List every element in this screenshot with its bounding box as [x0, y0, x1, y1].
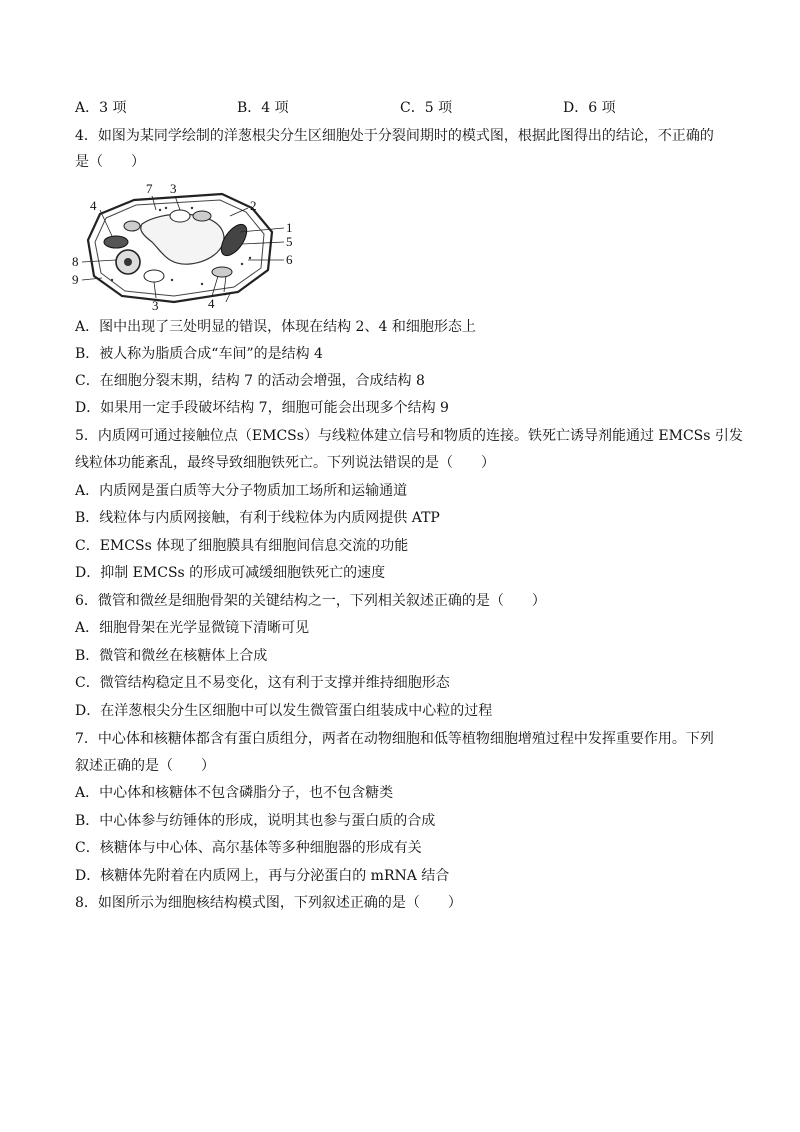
figure-label-6: 6	[286, 252, 293, 267]
nucleolus	[124, 258, 132, 266]
q7-option-b: B．中心体参与纺锤体的形成，说明其也参与蛋白质的合成	[75, 813, 436, 829]
figure-label-7-top: 7	[146, 181, 153, 196]
figure-label-7-bottom: 7	[224, 290, 231, 305]
figure-label-4-left: 4	[90, 198, 97, 213]
q4-option-a: A．图中出现了三处明显的错误，体现在结构 2、4 和细胞形态上	[75, 319, 476, 335]
q5-option-c: C．EMCSs 体现了细胞膜具有细胞间信息交流的功能	[75, 538, 409, 554]
chloroplast-left	[104, 236, 128, 248]
q6-option-b: B．微管和微丝在核糖体上合成	[75, 648, 268, 664]
figure-label-2: 2	[250, 198, 257, 213]
golgi-top	[193, 211, 211, 221]
q5-stem-line1: 5．内质网可通过接触位点（EMCSs）与线粒体建立信号和物质的连接。铁死亡诱导剂能通过 EMCSs 引发	[75, 428, 743, 444]
golgi-left	[124, 221, 140, 231]
q5-option-d: D．抑制 EMCSs 的形成可减缓细胞铁死亡的速度	[75, 565, 386, 581]
q7-option-d: D．核糖体先附着在内质网上，再与分泌蛋白的 mRNA 结合	[75, 868, 450, 884]
q7-option-a: A．中心体和核糖体不包含磷脂分子，也不包含糖类	[75, 785, 394, 801]
q5-option-b: B．线粒体与内质网接触，有利于线粒体为内质网提供 ATP	[75, 510, 440, 526]
q6-option-a: A．细胞骨架在光学显微镜下清晰可见	[75, 620, 310, 636]
q7-stem-line2: 叙述正确的是（ ）	[75, 758, 215, 774]
prev-option-c: C．5 项	[400, 100, 453, 116]
prev-option-a: A．3 项	[75, 100, 127, 116]
figure-label-9: 9	[72, 272, 79, 287]
q6-stem-line1: 6．微管和微丝是细胞骨架的关键结构之一，下列相关叙述正确的是（ ）	[75, 593, 546, 609]
figure-label-8: 8	[72, 254, 79, 269]
q8-stem-line1: 8．如图所示为细胞核结构模式图，下列叙述正确的是（ ）	[75, 895, 462, 911]
q5-option-a: A．内质网是蛋白质等大分子物质加工场所和运输通道	[75, 483, 408, 499]
prev-option-b: B．4 项	[237, 100, 289, 116]
q6-option-c: C．微管结构稳定且不易变化，这有利于支撑并维持细胞形态	[75, 675, 450, 691]
mitochondrion-bottom	[144, 270, 164, 282]
figure-label-3-top: 3	[170, 181, 177, 196]
q5-stem-line2: 线粒体功能紊乱，最终导致细胞铁死亡。下列说法错误的是（ ）	[75, 455, 495, 471]
q4-option-b: B．被人称为脂质合成“车间”的是结构 4	[75, 346, 323, 362]
golgi-bottom	[212, 267, 232, 277]
q4-stem-line2: 是（ ）	[75, 154, 145, 170]
q4-stem-line1: 4．如图为某同学绘制的洋葱根尖分生区细胞处于分裂间期时的模式图，根据此图得出的结论，不正确的	[75, 128, 714, 144]
q7-stem-line1: 7．中心体和核糖体都含有蛋白质组分，两者在动物细胞和低等植物细胞增殖过程中发挥重要作用。下列	[75, 731, 714, 747]
q7-option-c: C．核糖体与中心体、高尔基体等多种细胞器的形成有关	[75, 840, 422, 856]
q4-option-d: D．如果用一定手段破坏结构 7，细胞可能会出现多个结构 9	[75, 400, 449, 416]
q6-option-d: D．在洋葱根尖分生区细胞中可以发生微管蛋白组装成中心粒的过程	[75, 703, 493, 719]
figure-label-1: 1	[286, 220, 293, 235]
mitochondrion-top	[170, 210, 190, 222]
q4-option-c: C．在细胞分裂末期，结构 7 的活动会增强，合成结构 8	[75, 373, 425, 389]
prev-option-d: D．6 项	[563, 100, 616, 116]
figure-label-5: 5	[286, 234, 293, 249]
figure-label-4-bottom: 4	[208, 296, 215, 311]
cell-diagram	[72, 180, 302, 312]
figure-label-3-bottom: 3	[152, 298, 159, 312]
